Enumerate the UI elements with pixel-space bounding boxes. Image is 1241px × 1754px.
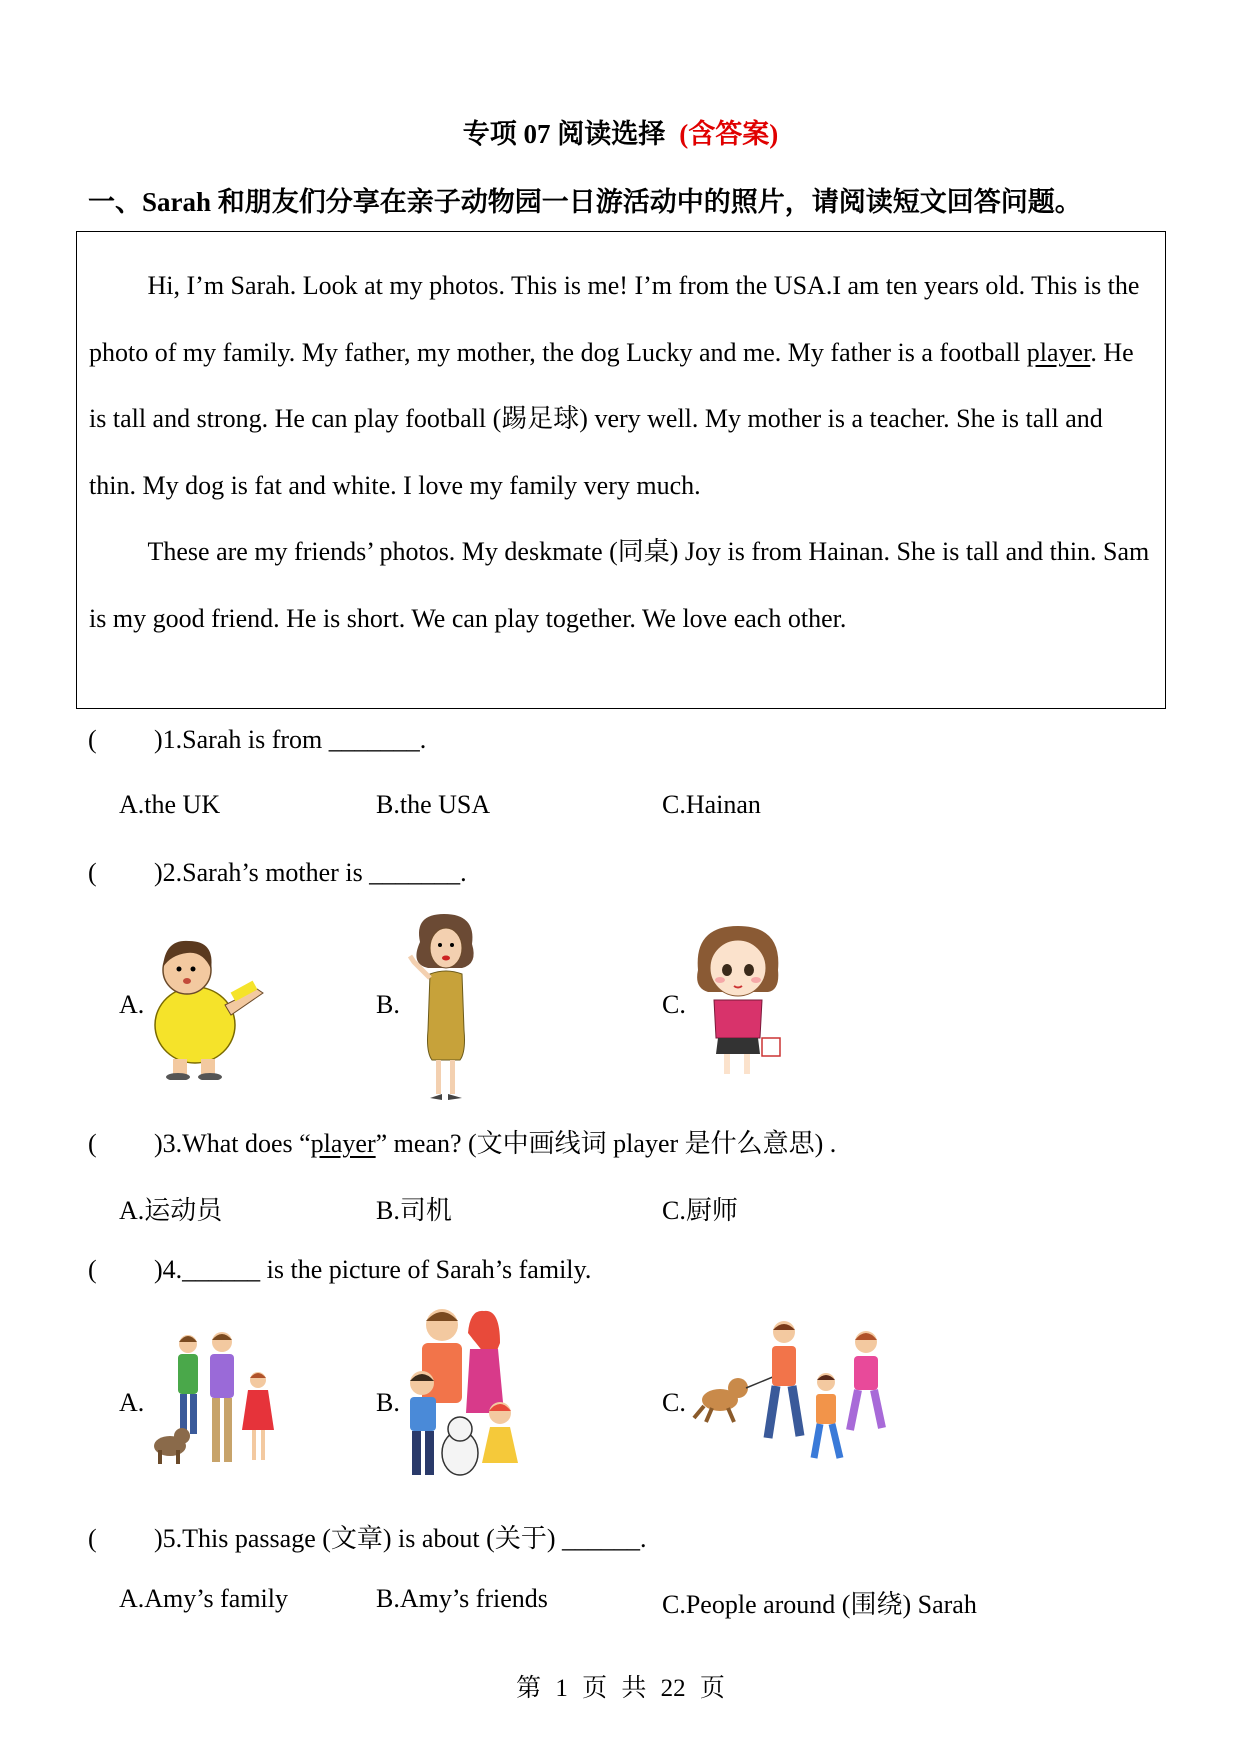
q5-option-b: B.Amy’s friends xyxy=(376,1584,548,1613)
reading-passage xyxy=(76,231,1166,709)
underlined-word: player xyxy=(310,1129,376,1158)
q1-option-b: B.the USA xyxy=(376,790,491,819)
page-title xyxy=(0,112,1241,151)
answer-note: (含答案) xyxy=(679,119,779,149)
title-main: 专项 07 阅读选择 xyxy=(462,119,666,149)
q4-option-a: A. xyxy=(119,1388,145,1417)
passage-paragraph-2: These are my friends’ photos. My deskmate (同桌) Joy is from Hainan. She is tall and thin. Sam is my good friend. He is short. We can play together. We love each other. xyxy=(89,537,1150,633)
short-hair-woman-picture xyxy=(690,920,785,1080)
q4-option-b: B. xyxy=(376,1388,400,1417)
answer-blank[interactable]: ( xyxy=(88,1524,97,1553)
q1-option-a: A.the UK xyxy=(119,790,221,819)
family-jumping-picture xyxy=(690,1318,890,1473)
family-with-dog-picture xyxy=(148,1330,278,1470)
question-5: ( )5.This passage (文章) is about (关于) ______. xyxy=(88,1524,647,1553)
tall-thin-woman-picture xyxy=(400,912,490,1102)
answer-blank[interactable]: ( xyxy=(88,1129,97,1158)
q1-option-c: C.Hainan xyxy=(662,790,761,819)
q2-option-b: B. xyxy=(376,990,400,1019)
question-3: ( )3.What does “player” mean? (文中画线词 player 是什么意思) . xyxy=(88,1129,837,1158)
family-of-five-picture xyxy=(400,1303,530,1483)
q3-option-a: A.运动员 xyxy=(119,1196,223,1225)
q3-option-b: B.司机 xyxy=(376,1196,452,1225)
answer-blank[interactable]: ( xyxy=(88,1255,97,1284)
q3-option-c: C.厨师 xyxy=(662,1196,738,1225)
underlined-word: player xyxy=(1026,337,1091,367)
q5-option-c: C.People around (围绕) Sarah xyxy=(662,1590,977,1619)
q4-option-c: C. xyxy=(662,1388,686,1417)
page-footer: 第 1 页 共 22 页 xyxy=(516,1675,725,1702)
answer-blank[interactable]: ( xyxy=(88,725,97,754)
passage-paragraph-1: Hi, I’m Sarah. Look at my photos. This is me! I’m from the USA.I am ten years old. This is the photo of my family. My father, my mother, the dog Lucky and me. My father is a football player. He is tall and strong. He can play football (踢足球) very well. My mother is a teacher. She is tall and thin. My dog is fat and white. I love my family very much. xyxy=(89,271,1140,500)
answer-blank[interactable]: ( xyxy=(88,858,97,887)
q5-option-a: A.Amy’s family xyxy=(119,1584,288,1613)
fat-woman-picture xyxy=(145,925,265,1080)
question-1: ( )1.Sarah is from _______. xyxy=(88,725,427,754)
q2-option-c: C. xyxy=(662,990,686,1019)
question-4: ( )4.______ is the picture of Sarah’s family. xyxy=(88,1255,592,1284)
section-heading: 一、Sarah 和朋友们分享在亲子动物园一日游活动中的照片，请阅读短文回答问题。 xyxy=(88,187,1082,217)
q2-option-a: A. xyxy=(119,990,145,1019)
question-2: ( )2.Sarah’s mother is _______. xyxy=(88,858,467,887)
